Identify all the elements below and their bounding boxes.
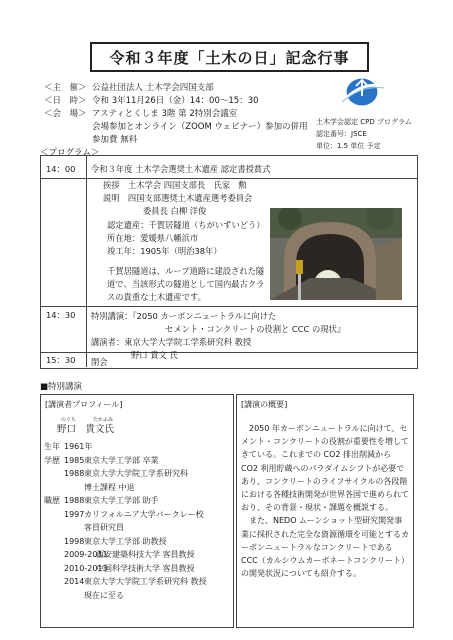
cpd-program: 土木学会認定 CPD プログラム [316, 118, 412, 126]
profile-entry-text: 博士課程 中退 [84, 482, 135, 492]
venue-line-2: 会場参加とオンライン（ZOOM ウェビナー）参加の併用 [92, 122, 308, 132]
heritage-desc-3: スの貴重な土木遺産です。 [107, 292, 206, 302]
profile-entry-year: 1988 [64, 496, 85, 505]
profile-entry-category: 学歴 [44, 455, 60, 465]
organizer-value: 公益社団法人 土木学会四国支部 [92, 83, 214, 93]
date-row [44, 95, 259, 107]
cpd-number: 認定番号：JSCE [316, 130, 367, 138]
profile-entry-year: 2009-2011 [64, 550, 108, 559]
profile-entry-text: カリフォルニア大学バークレー校 [84, 509, 204, 519]
summary-paragraph-1: 2050 年カーボンニュートラルに向けて、セメント・コンクリートの役割が重要性を増してきている。これまでの CO2 排出削減から CO2 利用貯蔵へのパラダイムシフトが必要であり、コンクリートのライフサイクルの各段階における各種技術開発が世界各国で進められており、その背景・現状・課題を概説する。 [241, 424, 409, 513]
date-label: ＜日 時＞ [44, 96, 87, 106]
profile-entry-year: 1998 [64, 536, 85, 546]
profile-entry-year: 1985 [64, 455, 85, 465]
organizer-row [44, 82, 214, 94]
profile-entry-category: 職歴 [44, 496, 60, 505]
lecturer-name: 野口 貴文 氏 [131, 350, 178, 360]
profile-header: [講演者プロフィール] [45, 400, 123, 409]
profile-entry-year: 1961年 [64, 442, 93, 451]
page-title: 令和３年度「土木の日」記念行事 [90, 42, 369, 72]
program-label: ＜プログラム＞ [40, 148, 100, 158]
venue-line-1: アスティとくしま 3階 第 2特別会議室 [92, 109, 238, 119]
committee-chair: 委員長 白柳 洋俊 [143, 206, 207, 216]
time-lecture: 14：30 [46, 310, 76, 320]
profile-entry-text: 東京大学工学部 助手 [84, 496, 159, 505]
ruby-given: たかふみ [93, 417, 114, 423]
venue-row [44, 108, 238, 120]
lecture-title-2: セメント・コンクリートの役割と CCC の現状』 [165, 324, 346, 334]
venue-label: ＜会 場＞ [44, 109, 87, 119]
cpd-units: 単位：1.5 単位 予定 [316, 142, 381, 150]
profile-entry-text: 現在に至る [84, 590, 124, 600]
profile-entry-year: 1988 [64, 469, 85, 478]
lecturer-profile-name: 野口 貴文氏 [57, 424, 115, 435]
special-lecture-label: ■特別講演 [40, 382, 83, 392]
greeting-line: 挨拶 土木学会 四国支部長 氏家 勲 [103, 180, 247, 190]
lecture-title-1: 特別講演：『2050 カーボンニュートラルに向けた [91, 311, 277, 321]
profile-entry-text: 東京大学大学院工学系研究科 教授 [84, 577, 207, 586]
profile-entry-text: 東京大学工学部 助教授 [84, 536, 167, 546]
closing: 閉会 [91, 357, 108, 367]
heritage-desc-1: 千賀居隧道は、ループ道路に建設された隧 [107, 266, 265, 276]
profile-entry-year: 2010-2013 [64, 563, 108, 573]
ruby-family: のぐち [61, 417, 77, 423]
profile-entry-text: 東京大学大学院工学系研究科 [84, 469, 188, 478]
profile-entry-text: 西安建築科技大学 客員教授 [96, 550, 195, 559]
heritage-location: 所在地：愛媛県八幡浜市 [107, 233, 199, 243]
heritage-name: 認定遺産：千賀居隧道（ちがいずいどう） [107, 220, 265, 230]
time-closing: 15：30 [46, 355, 76, 365]
summary-header: [講演の概要] [241, 400, 288, 409]
summary-text [241, 422, 409, 580]
profile-entry-text: 東京大学工学部 卒業 [84, 455, 159, 465]
profile-entry-text: 客員研究員 [84, 523, 124, 532]
profile-entry-year: 2014 [64, 577, 85, 586]
heritage-desc-2: 道で、当該形式の隧道として国内最古クラ [107, 279, 265, 289]
date-value: 令和 3年11月26日（金）14：00～15：30 [92, 96, 259, 106]
venue-line-3: 参加費 無料 [92, 135, 138, 145]
summary-paragraph-2: また、NEDO ムーンショット型研究開発事業に採択された完全な資源循環を可能とするカーボンニュートラルなコンクリートである CCC（カルシウムカーボネートコンクリート）の開発状況についても紹介する。 [241, 516, 409, 579]
profile-entry-text: 中国科学技術大学 客員教授 [96, 563, 195, 573]
profile-entry-category: 生年 [44, 442, 60, 451]
ceremony-title: 令和３年度 土木学会選奨土木遺産 認定書授賞式 [91, 164, 271, 174]
heritage-year: 竣工年：1905年（明治38年） [107, 246, 222, 256]
program-divider [40, 352, 417, 353]
organizer-label: ＜主 催＞ [44, 83, 87, 93]
lecturer-affiliation: 講演者：東京大学大学院工学系研究科 教授 [91, 337, 252, 347]
time-start: 14：00 [46, 164, 76, 174]
program-time-column [40, 155, 87, 367]
program-divider [40, 306, 417, 307]
jsce-logo-icon [338, 72, 386, 112]
explanation-line: 説明 四国支部選奨土木遺産選考委員会 [103, 193, 253, 203]
profile-entry-year: 1997 [64, 509, 85, 519]
tunnel-photo [270, 208, 402, 300]
